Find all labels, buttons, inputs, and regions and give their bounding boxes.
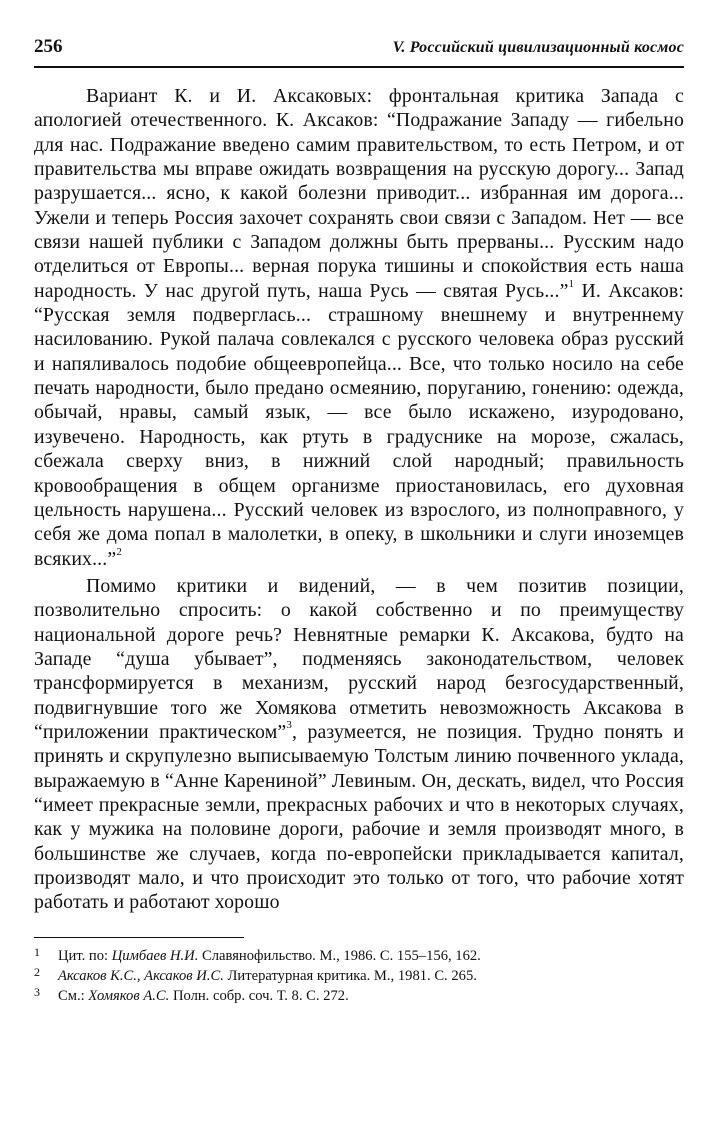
page-header: [34, 36, 684, 64]
footnote-author: Аксаков К.С., Аксаков И.С.: [58, 967, 224, 984]
footnote-prefix: Цит. по:: [58, 947, 112, 964]
footnote-1: [34, 946, 684, 966]
footnote-3: [34, 986, 684, 1006]
footnote-ref-2[interactable]: 2: [116, 545, 122, 558]
footnote-prefix: См.:: [58, 987, 89, 1004]
footnote-ref-1[interactable]: 1: [568, 278, 575, 291]
running-head: V. Российский цивилизационный космос: [392, 39, 684, 56]
footnote-divider: [34, 937, 244, 938]
paragraph-1: [34, 84, 684, 571]
paragraph-text: Помимо критики и видений, — в чем позитив позиции, позволительно спросить: о какой собственно и по преимуществу национальной дороге речь? Невнятные ремарки К. Аксакова, будто на Западе “душа убывает”, подменяясь законодательством, человек трансформируется в механизм, русский народ безгосударственный, подвигнувшие того же Хомякова отметить невозможность Аксакова в “приложении практическом”: [34, 574, 684, 743]
footnote-ref-3[interactable]: 3: [286, 719, 292, 732]
footnote-mark: 2: [34, 964, 40, 979]
paragraph-text: , разумеется, не позиция. Трудно понять и принять и скрупулезно выписываемую Толстым линию почвенного уклада, выражаемую в “Анне Карениной” Левиным. Он, дескать, видел, что Россия “имеет прекрасные земли, прекрасных рабочих и что в некоторых случаях, как у мужика на половине дороги, рабочие и земля производят много, в большинстве же случаев, когда по-европейски прикладывается капитал, производят мало, и что происходит это только от того, что рабочие хотят работать и работают хорошо: [34, 720, 684, 914]
footnote-text: Полн. собр. соч. Т. 8. С. 272.: [169, 987, 349, 1004]
page-number: 256: [34, 36, 63, 57]
footnote-mark: 1: [34, 944, 40, 959]
header-rule: [34, 66, 684, 68]
paragraph-2: [34, 574, 684, 915]
footnote-text: Литературная критика. М., 1981. С. 265.: [223, 967, 477, 984]
footnote-author: Хомяков А.С.: [88, 987, 170, 1004]
footnote-mark: 3: [34, 984, 40, 999]
paragraph-text: И. Аксаков: “Русская земля подверглась... страшному внешнему и внутреннему насилованию. Рукой палача совлекался с русского человека образ русский и напяливалось подобие общеевропейца... Все, что только носило на себе печать народности, было предано осмеянию, поруганию, гонению: одежда, обычай, нравы, самый язык, — все было искажено, изуродовано, изувечено. Народность, как ртуть в градуснике на морозе, сжалась, сбежала сверху вниз, в нижний слой народный; правильность кровообращения в общем организме приостановилась, его духовная цельность нарушена... Русский человек из взрослого, из полноправного, у себя же дома попал в малолетки, в опеку, в школьники и слуги иноземцев всяких...”: [34, 279, 684, 570]
book-page: [34, 36, 684, 1006]
footnote-author: Цимбаев Н.И.: [111, 947, 199, 964]
footnote-text: Славянофильство. М., 1986. С. 155–156, 162.: [198, 947, 481, 964]
paragraph-text: Вариант К. и И. Аксаковых: фронтальная критика Запада с апологией отечественного. К. Аксаков: “Подражание Западу — гибельно для нас. Подражание введено самим правительством, то есть Петром, и от правительства мы вправе ожидать возвращения на русскую дорогу... Запад разрушается... ясно, к какой болезни приводит... избранная им дорога... Ужели и теперь Россия захочет сохранять свои связи с Западом. Нет — все связи нашей публики с Западом должны быть прерваны... Русским надо отделиться от Европы... верная порука тишины и спокойствия есть наша народность. У нас другой путь, наша Русь — святая Русь...”: [34, 85, 684, 302]
footnote-2: [34, 966, 684, 986]
